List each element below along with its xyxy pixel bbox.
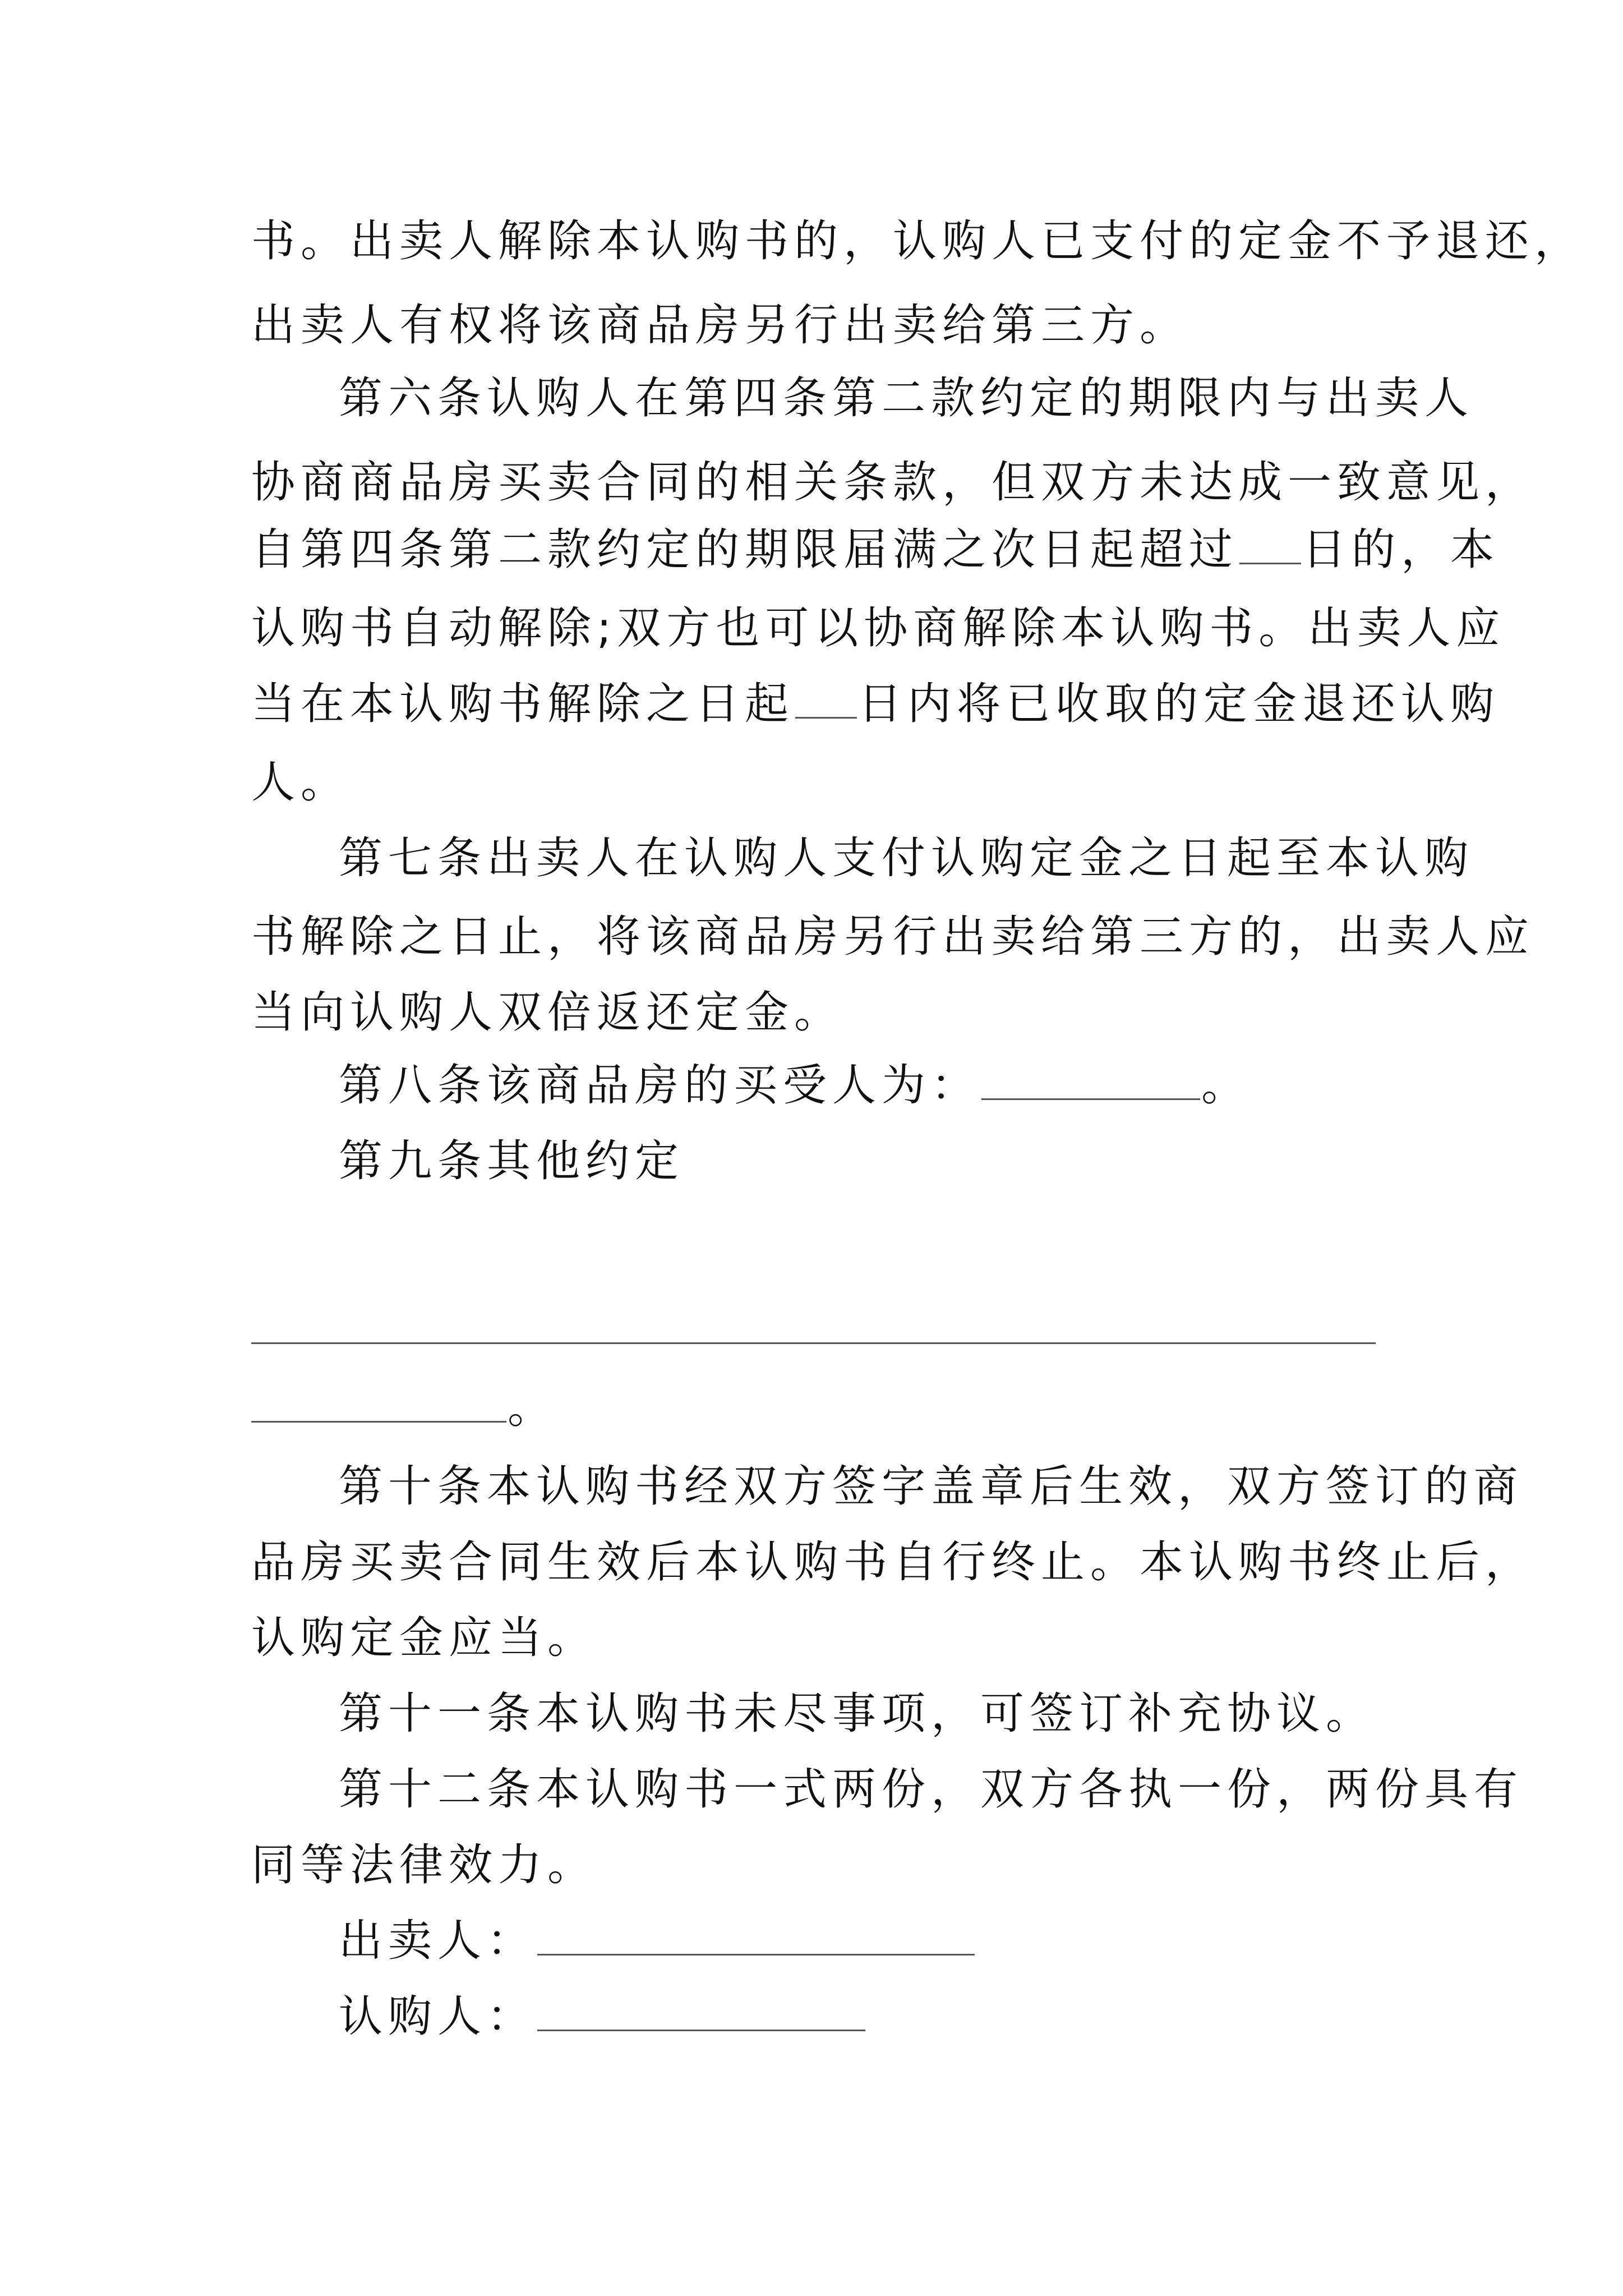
article-8-line <box>339 1057 1251 1114</box>
text-segment: 自第四条第二款约定的期限届满之次日起超过 <box>251 524 1239 575</box>
buyer-signature-blank[interactable] <box>537 1993 865 2031</box>
text-line: 书。出卖人解除本认购书的，认购人已支付的定金不予退还， <box>251 216 1584 266</box>
article-6-line-3 <box>251 522 1500 578</box>
article-7-line-3: 当向认购人双倍返还定金。 <box>251 987 844 1038</box>
article-12-line-2: 同等法律效力。 <box>251 1840 597 1890</box>
article-6-line-6: 人。 <box>251 757 351 808</box>
text-segment: 当在本认购书解除之日起 <box>251 679 795 729</box>
text-line: 出卖人有权将该商品房另行出卖给第三方。 <box>251 300 1189 351</box>
seller-label: 出卖人： <box>339 1916 537 1966</box>
article-12-line-1: 第十二条本认购书一式两份，双方各执一份，两份具有 <box>339 1764 1524 1815</box>
article-10-line-1: 第十条本认购书经双方签字盖章后生效，双方签订的商 <box>339 1461 1524 1512</box>
article-10-line-3: 认购定金应当。 <box>251 1613 597 1663</box>
article-6-line-5 <box>251 676 1500 732</box>
other-terms-end-mark: 。 <box>508 1383 557 1433</box>
article-6-line-2: 协商商品房买卖合同的相关条款，但双方未达成一致意见， <box>251 457 1535 508</box>
buyer-blank[interactable] <box>981 1061 1200 1100</box>
text-segment: 。 <box>1201 1060 1251 1111</box>
article-6-line-1: 第六条认购人在第四条第二款约定的期限内与出卖人 <box>339 373 1474 424</box>
other-terms-blank-line-short[interactable] <box>251 1421 506 1423</box>
article-7-line-2: 书解除之日止，将该商品房另行出卖给第三方的，出卖人应 <box>251 912 1535 962</box>
article-9-heading: 第九条其他约定 <box>339 1136 685 1186</box>
text-segment: 第八条该商品房的买受人为： <box>339 1060 981 1111</box>
buyer-signature-line <box>339 1989 866 2045</box>
article-10-line-2: 品房买卖合同生效后本认购书自行终止。本认购书终止后， <box>251 1537 1535 1588</box>
seller-signature-line <box>339 1913 976 1969</box>
refund-days-blank[interactable] <box>795 680 857 719</box>
text-segment: 日的，本 <box>1302 524 1500 575</box>
buyer-label: 认购人： <box>339 1991 537 2042</box>
days-blank[interactable] <box>1239 526 1301 564</box>
article-11-line: 第十一条本认购书未尽事项，可签订补充协议。 <box>339 1688 1376 1739</box>
other-terms-blank-line[interactable] <box>251 1342 1376 1344</box>
article-7-line-1: 第七条出卖人在认购人支付认购定金之日起至本认购 <box>339 833 1474 884</box>
seller-signature-blank[interactable] <box>537 1917 975 1955</box>
text-segment: 日内将已收取的定金退还认购 <box>858 679 1500 729</box>
article-6-line-4: 认购书自动解除;双方也可以协商解除本认购书。出卖人应 <box>251 603 1506 654</box>
